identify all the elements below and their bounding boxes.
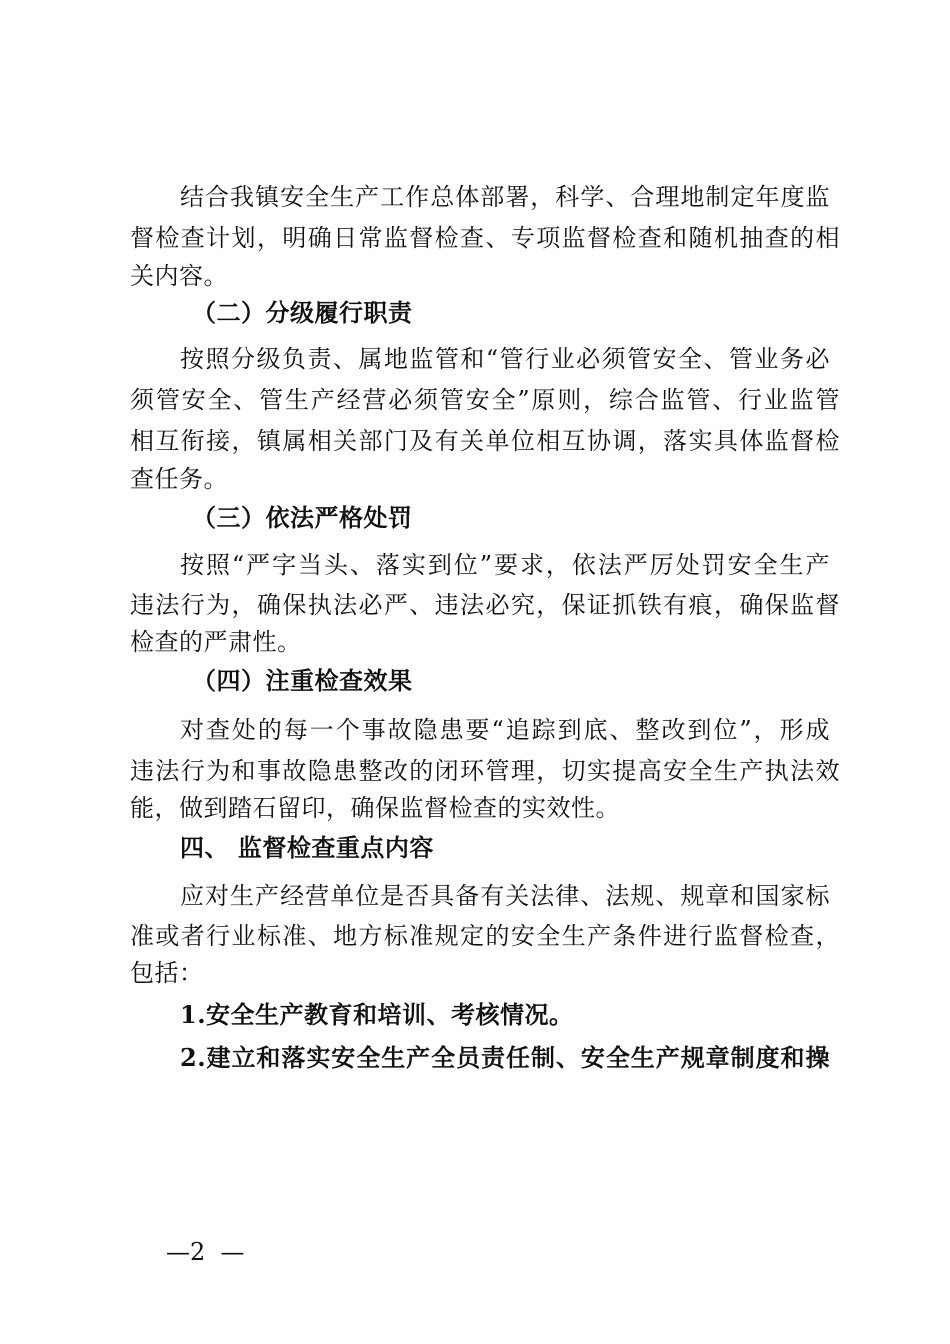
paragraph-line: 对查处的每一个事故隐患要“追踪到底、整改到位”，形成 [180, 716, 830, 744]
paragraph-line: 督检查计划，明确日常监督检查、专项监督检查和随机抽查的相 [130, 224, 840, 252]
list-item: 1.安全生产教育和培训、考核情况。 [180, 1000, 574, 1029]
paragraph-line: 按照分级负责、属地监管和“管行业必须管安全、管业务必 [180, 345, 830, 373]
paragraph-line: 查任务。 [130, 465, 228, 493]
paragraph-line: 包括： [130, 959, 204, 987]
list-item: 2.建立和落实安全生产全员责任制、安全生产规章制度和操 [180, 1043, 830, 1072]
paragraph-line: 违法行为，确保执法必严、违法必究，保证抓铁有痕，确保监督 [130, 591, 840, 619]
paragraph-line: 按照“严字当头、落实到位”要求，依法严厉处罚安全生产 [180, 551, 830, 579]
paragraph-line: 须管安全、管生产经营必须管安全”原则，综合监管、行业监管 [130, 386, 840, 414]
paragraph-line: 应对生产经营单位是否具备有关法律、法规、规章和国家标 [180, 882, 830, 910]
paragraph-line: 违法行为和事故隐患整改的闭环管理，切实提高安全生产执法效 [130, 757, 840, 785]
paragraph-line: 能，做到踏石留印，确保监督检查的实效性。 [130, 794, 620, 822]
page-number: —2 — [166, 1238, 245, 1266]
paragraph-line: 准或者行业标准、地方标准规定的安全生产条件进行监督检查， [130, 922, 840, 950]
section-subheading: （四）注重检查效果 [192, 666, 413, 695]
section-heading: 四、 监督检查重点内容 [180, 833, 434, 862]
paragraph-line: 结合我镇安全生产工作总体部署，科学、合理地制定年度监 [180, 183, 830, 211]
paragraph-line: 检查的严肃性。 [130, 628, 302, 656]
section-subheading: （二）分级履行职责 [192, 298, 413, 327]
paragraph-line: 相互衔接，镇属相关部门及有关单位相互协调，落实具体监督检 [130, 427, 840, 455]
section-subheading: （三）依法严格处罚 [192, 503, 413, 532]
paragraph-line: 关内容。 [130, 262, 228, 290]
